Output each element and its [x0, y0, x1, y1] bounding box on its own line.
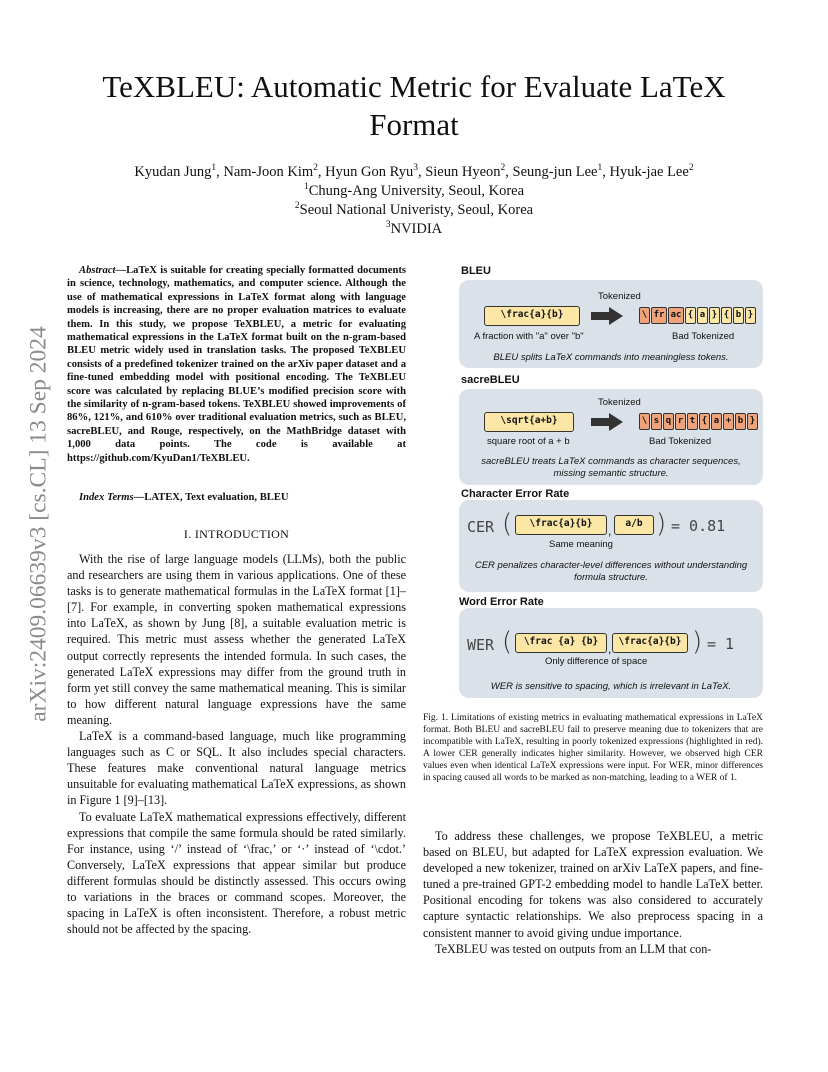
abstract-label: Abstract — [79, 265, 116, 276]
cer-panel — [459, 500, 763, 592]
token: b — [735, 413, 746, 430]
author-block — [60, 163, 768, 239]
sacrebleu-panel — [459, 389, 763, 485]
sacrebleu-note-2: missing semantic structure. — [553, 468, 669, 479]
paragraph: To evaluate LaTeX mathematical expressions effectively, different expressions that compile the same formula should be rated similarly. For instance, using ‘/’ instead of ‘\frac,’ or ‘·’ instead of ‘\cdot.’ Conversely, LaTeX expressions that appear similar but produce different formulas should be distinctly assessed. This occurs owing to variations in the braces or command scopes. Moreover, the spacing in LaTeX is often inconsistent. Therefore, a robust metric should not be affected by the spacing. — [67, 809, 406, 937]
affiliation-1: $^1$Chung-Ang University, Seoul, Korea — [303, 182, 525, 199]
index-terms-label: Index Terms — [79, 492, 134, 503]
body-column-right — [423, 828, 763, 957]
token: \ — [639, 413, 650, 430]
cer-result: = 0.81 — [671, 517, 726, 535]
abstract — [67, 264, 406, 465]
sacrebleu-label: sacreBLEU — [461, 374, 520, 386]
author-list: Kyudan Jung$^1$, Nam-Joon Kim$^2$, Hyun Gon Ryu$^3$, Sieun Hyeon$^2$, Seung-jun Lee$^1$, Hyuk-jae Lee$^2$ — [134, 163, 694, 180]
arrow-right-icon — [589, 306, 625, 326]
cer-note-1: CER penalizes character-level differences without understanding — [474, 560, 748, 571]
arrow-right-icon — [589, 412, 625, 432]
wer-label: Word Error Rate — [459, 596, 544, 608]
paragraph: LaTeX is a command-based language, much like programming languages such as C or SQL. It also includes special characters. These features make conventional natural language metrics unsuitable for evaluating mathematical LaTeX expressions, as shown in Figure 1 [9]–[13]. — [67, 729, 406, 808]
token: { — [699, 413, 710, 430]
body-column-left — [67, 551, 406, 937]
bleu-label: BLEU — [461, 265, 491, 277]
token: r — [675, 413, 686, 430]
wer-result: = 1 — [707, 635, 735, 653]
token: fr — [651, 307, 667, 324]
sacrebleu-tokenized-label: Tokenized — [598, 397, 641, 408]
index-terms-text: —LATEX, Text evaluation, BLEU — [133, 492, 289, 503]
bleu-input-code: \frac{a}{b} — [484, 306, 580, 326]
bleu-input-desc: A fraction with "a" over "b" — [474, 331, 584, 342]
figure-1 — [423, 262, 763, 702]
index-terms — [67, 491, 406, 504]
close-paren: ) — [692, 627, 703, 657]
bleu-tokenized-label: Tokenized — [598, 291, 641, 302]
wer-panel — [459, 608, 763, 698]
section-heading: I. INTRODUCTION — [183, 527, 290, 541]
paper-title: TeXBLEU: Automatic Metric for Evaluate LaTeX Format — [102, 69, 726, 142]
token: ac — [668, 307, 684, 324]
wer-function: WER — [467, 636, 495, 654]
token: a — [697, 307, 708, 324]
paragraph: With the rise of large language models (LLMs), both the public and researchers are using them in various applications. One of these tasks is to generate mathematical formulas in the LaTeX format [1]–[7]. For example, in converting spoken mathematical expressions into LaTeX, as shown by Jung [8], a suitable evaluation metric is required. This metric must assess whether the generated LaTeX output correctly represents the intended formula. In such cases, the generated LaTeX expressions may differ from the ground truth in form yet still convey the same mathematical meaning. This is similar to how different natural language expressions have the same meaning. — [67, 552, 406, 727]
token: \ — [639, 307, 650, 324]
sacrebleu-note-1: sacreBLEU treats LaTeX commands as character sequences, — [481, 456, 741, 467]
token: s — [651, 413, 662, 430]
arxiv-id: arXiv:2409.06639v3 [cs.CL] 13 Sep 2024 — [25, 326, 52, 722]
sacrebleu-bad-label: Bad Tokenized — [649, 436, 712, 447]
cer-under-label: Same meaning — [549, 539, 613, 550]
token: b — [733, 307, 744, 324]
paragraph: TeXBLEU was tested on outputs from an LLM that con- — [435, 941, 712, 956]
token: + — [723, 413, 734, 430]
paragraph: To address these challenges, we propose TeXBLEU, a metric based on BLEU, but adapted for LaTeX expression evaluation. We developed a new tokenizer, trained on arXiv LaTeX papers, and fine-tuned a pre-trained GPT-2 embedding model to handle LaTeX better. Positional encoding for tokens was also considered to accurately capture syntactic relationships. We also preprocess spacing in a consistent manner to avoid giving undue importance. — [423, 829, 763, 940]
wer-note: WER is sensitive to spacing, which is irrelevant in LaTeX. — [490, 681, 732, 692]
affiliation-2: $^2$Seoul National Univeristy, Seoul, Korea — [294, 201, 534, 218]
arxiv-sidebar-stamp — [22, 288, 56, 760]
affiliation-3: $^3$NVIDIA — [385, 220, 443, 237]
comma: , — [608, 642, 612, 656]
open-paren: ( — [502, 509, 513, 539]
figure-caption: Fig. 1. Limitations of existing metrics in evaluating mathematical expressions in LaTeX format. Both BLEU and sacreBLEU fail to preserve meaning due to tokenizers that are incompatible with LaTeX, resulting in poorly tokenized expressions (highlighted in red). A lower CER generally indicates higher similarity. However, we observed high CER values even when identical LaTeX expressions were input. For WER, minor differences in spacing caused all words to be marked as non-matching, leading to a WER of 1. — [423, 713, 763, 783]
token: } — [747, 413, 758, 430]
sacrebleu-input-code: \sqrt{a+b} — [484, 412, 574, 432]
cer-function: CER — [467, 518, 495, 536]
bleu-token-row — [639, 307, 763, 325]
cer-label: Character Error Rate — [461, 488, 570, 500]
token: q — [663, 413, 674, 430]
bleu-note: BLEU splits LaTeX commands into meaningless tokens. — [493, 352, 729, 363]
token: t — [687, 413, 698, 430]
comma: , — [608, 524, 612, 538]
cer-note-2: formula structure. — [574, 572, 648, 583]
token: a — [711, 413, 722, 430]
wer-under-label: Only difference of space — [545, 656, 648, 667]
wer-arg-1: \frac {a} {b} — [515, 633, 607, 653]
token: } — [709, 307, 720, 324]
bleu-panel — [459, 280, 763, 368]
wer-arg-2: \frac{a}{b} — [612, 633, 688, 653]
token: { — [685, 307, 696, 324]
cer-arg-1: \frac{a}{b} — [515, 515, 607, 535]
close-paren: ) — [656, 509, 667, 539]
open-paren: ( — [502, 627, 513, 657]
abstract-text: —LaTeX is suitable for creating specially formatted documents in science, technology, mathematics, and computer science. Although the use of mathematical expressions in LaTeX format along with language models is increasing, there are no proper evaluation matrices to evaluate them. In this study, we propose TeXBLEU, a metric for evaluating mathematical expressions in the LaTeX format built on the n-gram-based BLEU metric widely used in translation tasks. The proposed TeXBLEU consists of a predefined tokenizer trained on the arXiv paper dataset and a fine-tuned embedding model with positional encoding. The TeXBLEU score was calculated by replacing BLUE’s modified precision score with the similarity of n-gram-based tokens. TeXBLEU showed improvements of 86%, 121%, and 610% over traditional evaluation metrics, such as BLEU, sacreBLEU, and Rouge, respectively, on the MathBridge dataset with 1,000 data points. The code is available at https://github.com/KyuDan1/TeXBLEU. — [67, 265, 406, 464]
cer-arg-2: a/b — [614, 515, 654, 535]
bleu-bad-label: Bad Tokenized — [672, 331, 735, 342]
token: { — [721, 307, 732, 324]
sacrebleu-input-desc: square root of a + b — [487, 436, 570, 447]
token: } — [745, 307, 756, 324]
sacrebleu-token-row — [639, 413, 763, 431]
